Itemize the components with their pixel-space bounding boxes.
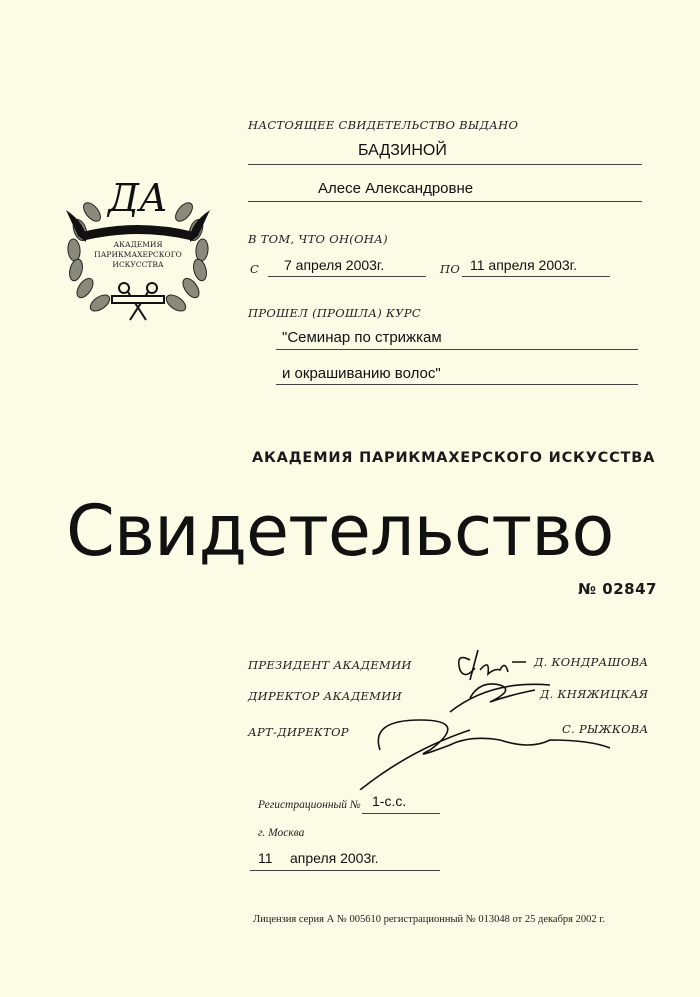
recipient-given-names: Алесе Александровне: [318, 180, 474, 197]
signature-president: [459, 650, 526, 680]
course-caption: ПРОШЕЛ (ПРОШЛА) КУРС: [248, 306, 421, 320]
signatures: [350, 640, 620, 790]
course-line-1: "Семинар по стрижкам: [282, 329, 442, 346]
signatory-role-art-director: АРТ-ДИРЕКТОР: [248, 725, 349, 739]
to-date: 11 апреля 2003г.: [470, 257, 577, 273]
registration-label: Регистрационный №: [258, 799, 361, 811]
academy-name: АКАДЕМИЯ ПАРИКМАХЕРСКОГО ИСКУССТВА: [252, 450, 656, 466]
registration-number-line: [362, 813, 440, 814]
document-number: № 02847: [578, 580, 657, 598]
logo-line-1: АКАДЕМИЯ: [113, 240, 163, 249]
issue-month-year: апреля 2003г.: [290, 850, 379, 866]
signatory-role-president: ПРЕЗИДЕНТ АКАДЕМИИ: [248, 658, 412, 672]
city: г. Москва: [258, 827, 305, 839]
in-that-caption: В ТОМ, ЧТО ОН(ОНА): [248, 232, 388, 246]
signature-director: [450, 684, 550, 712]
license-text: Лицензия серия А № 005610 регистрационный № 013048 от 25 декабря 2002 г.: [253, 914, 606, 925]
from-date-line: [268, 276, 426, 277]
signatory-role-director: ДИРЕКТОР АКАДЕМИИ: [248, 689, 402, 703]
surname-line: [248, 164, 642, 165]
logo-monogram: ДА: [108, 176, 168, 220]
issue-date-line: [250, 870, 440, 871]
course-line-1-rule: [276, 349, 638, 350]
from-label: С: [250, 262, 260, 276]
signatory-name-art-director: С. РЫЖКОВА: [562, 722, 649, 736]
signature-art-director: [360, 720, 610, 790]
issued-to-caption: НАСТОЯЩЕЕ СВИДЕТЕЛЬСТВО ВЫДАНО: [248, 118, 519, 132]
document-title: Свидетельство: [66, 490, 614, 572]
recipient-surname: БАДЗИНОЙ: [358, 142, 447, 159]
course-line-2-rule: [276, 384, 638, 385]
registration-number: 1-с.с.: [372, 793, 407, 809]
given-names-line: [248, 201, 642, 202]
to-label: ПО: [440, 262, 461, 276]
scissors-comb-icon: [112, 283, 164, 320]
issue-day: 11: [258, 850, 273, 866]
signatory-name-director: Д. КНЯЖИЦКАЯ: [540, 687, 649, 701]
logo-line-2: ПАРИКМАХЕРСКОГО: [94, 250, 182, 259]
course-line-2: и окрашиванию волос": [282, 365, 441, 382]
from-date: 7 апреля 2003г.: [284, 257, 385, 273]
logo-line-3: ИСКУССТВА: [112, 260, 164, 269]
signatory-name-president: Д. КОНДРАШОВА: [534, 655, 649, 669]
to-date-line: [462, 276, 610, 277]
